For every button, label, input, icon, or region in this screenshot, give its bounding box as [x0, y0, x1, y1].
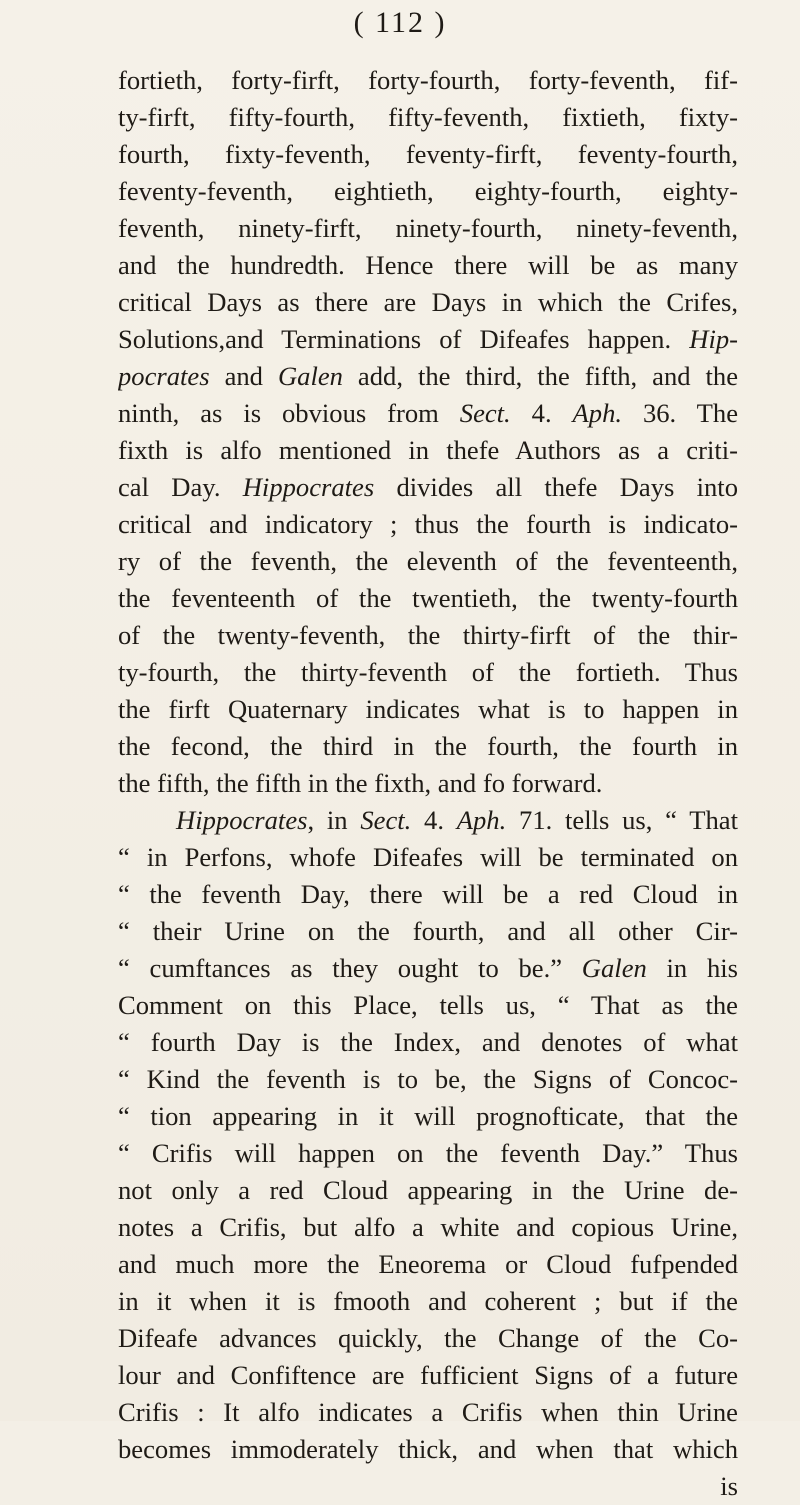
text-line	[118, 728, 738, 765]
text-line	[118, 1024, 738, 1061]
text-line	[118, 802, 738, 839]
text-line	[118, 1283, 738, 1320]
text-fragment: Difeafe advances quickly, the Change of the Co-	[118, 1323, 738, 1353]
text-fragment: “ fourth Day is the Index, and denotes of what	[118, 1027, 738, 1057]
text-line	[118, 617, 738, 654]
text-fragment: fixth is alfo mentioned in thefe Authors as a criti-	[118, 435, 738, 465]
text-line	[118, 950, 738, 987]
text-fragment: 4.	[411, 805, 457, 835]
catchword-line	[118, 1468, 738, 1505]
text-line	[118, 543, 738, 580]
italic-text: Sect.	[360, 805, 412, 835]
text-fragment: “ cumftances as they ought to be.”	[118, 953, 582, 983]
text-fragment: ty-fourth, the thirty-feventh of the fortieth. Thus	[118, 657, 738, 687]
text-fragment: the feventeenth of the twentieth, the twenty-fourth	[118, 583, 738, 613]
text-fragment: , in	[307, 805, 361, 835]
text-fragment: “ Crifis will happen on the feventh Day.” Thus	[118, 1138, 738, 1168]
text-fragment: fourth, fixty-feventh, feventy-firft, feventy-fourth,	[118, 139, 738, 169]
text-line	[118, 1431, 738, 1468]
text-line	[118, 913, 738, 950]
text-fragment: ninth, as is obvious from	[118, 398, 460, 428]
text-line	[118, 1357, 738, 1394]
text-line	[118, 1135, 738, 1172]
text-line	[118, 284, 738, 321]
text-fragment: lour and Confiftence are fufficient Signs of a future	[118, 1360, 738, 1390]
text-line	[118, 1098, 738, 1135]
text-fragment: Solutions,and Terminations of Difeafes happen.	[118, 324, 690, 354]
text-line	[118, 395, 738, 432]
text-line	[118, 1172, 738, 1209]
text-line	[118, 432, 738, 469]
text-line	[118, 765, 738, 802]
text-line	[118, 876, 738, 913]
italic-text: Aph.	[456, 805, 507, 835]
text-line	[118, 1209, 738, 1246]
text-line	[118, 580, 738, 617]
text-line	[118, 358, 738, 395]
italic-text: pocrates	[118, 361, 210, 391]
text-fragment: becomes immoderately thick, and when that which	[118, 1434, 738, 1464]
text-fragment: is	[720, 1471, 738, 1501]
text-fragment: not only a red Cloud appearing in the Urine de-	[118, 1175, 738, 1205]
text-fragment: 36. The	[622, 398, 738, 428]
text-line	[118, 506, 738, 543]
italic-text: Hippocrates	[242, 472, 375, 502]
italic-text: Sect.	[459, 398, 511, 428]
text-fragment: notes a Crifis, but alfo a white and copious Urine,	[118, 1212, 738, 1242]
text-fragment: and the hundredth. Hence there will be as many	[118, 250, 738, 280]
text-fragment: feventy-feventh, eightieth, eighty-fourth, eighty-	[118, 176, 738, 206]
body-text	[118, 62, 738, 1505]
text-line	[118, 62, 738, 99]
text-fragment: Comment on this Place, tells us, “ That as the	[118, 990, 738, 1020]
text-fragment: critical and indicatory ; thus the fourth is indicato-	[118, 509, 738, 539]
text-fragment: the fecond, the third in the fourth, the fourth in	[118, 731, 738, 761]
text-fragment: the firft Quaternary indicates what is to happen in	[118, 694, 738, 724]
italic-text: Hip-	[689, 324, 738, 354]
text-fragment: ty-firft, fifty-fourth, fifty-feventh, fixtieth, fixty-	[118, 102, 738, 132]
text-fragment: “ their Urine on the fourth, and all other Cir-	[118, 916, 738, 946]
text-fragment: “ the feventh Day, there will be a red Cloud in	[118, 879, 738, 909]
text-line	[118, 1320, 738, 1357]
text-fragment: divides all thefe Days into	[374, 472, 738, 502]
text-fragment: “ Kind the feventh is to be, the Signs of Concoc-	[118, 1064, 738, 1094]
italic-text: Galen	[581, 953, 647, 983]
text-line	[118, 173, 738, 210]
italic-text: Galen	[277, 361, 343, 391]
text-fragment: Crifis : It alfo indicates a Crifis when thin Urine	[118, 1397, 738, 1427]
text-line	[118, 654, 738, 691]
text-line	[118, 321, 738, 358]
text-fragment: in his	[646, 953, 738, 983]
text-fragment: cal Day.	[118, 472, 243, 502]
text-fragment: and	[209, 361, 278, 391]
text-fragment: 71. tells us, “ That	[506, 805, 738, 835]
text-line	[118, 1246, 738, 1283]
italic-text: Aph.	[572, 398, 623, 428]
text-line	[118, 1061, 738, 1098]
text-line	[118, 987, 738, 1024]
text-line	[118, 1394, 738, 1431]
text-fragment: fortieth, forty-firft, forty-fourth, forty-feventh, fif-	[118, 65, 738, 95]
text-line	[118, 99, 738, 136]
text-fragment: 4.	[510, 398, 573, 428]
text-line	[118, 136, 738, 173]
text-line	[118, 210, 738, 247]
text-line	[118, 691, 738, 728]
text-fragment: critical Days as there are Days in which the Crifes,	[118, 287, 738, 317]
text-fragment: and much more the Eneorema or Cloud fufpended	[118, 1249, 738, 1279]
text-fragment: in it when it is fmooth and coherent ; but if the	[118, 1286, 738, 1316]
italic-text: Hippocrates	[176, 805, 308, 835]
text-fragment: add, the third, the fifth, and the	[342, 361, 738, 391]
text-fragment: feventh, ninety-firft, ninety-fourth, ninety-feventh,	[118, 213, 738, 243]
text-fragment: the fifth, the fifth in the fixth, and fo forward.	[118, 768, 603, 798]
text-line	[118, 469, 738, 506]
text-line	[118, 839, 738, 876]
text-line	[118, 247, 738, 284]
text-fragment: of the twenty-feventh, the thirty-firft of the thir-	[118, 620, 738, 650]
text-fragment: ry of the feventh, the eleventh of the feventeenth,	[118, 546, 738, 576]
page-number: ( 112 )	[353, 6, 447, 39]
text-fragment: “ tion appearing in it will prognofticate, that the	[118, 1101, 738, 1131]
text-fragment: “ in Perfons, whofe Difeafes will be terminated on	[118, 842, 738, 872]
